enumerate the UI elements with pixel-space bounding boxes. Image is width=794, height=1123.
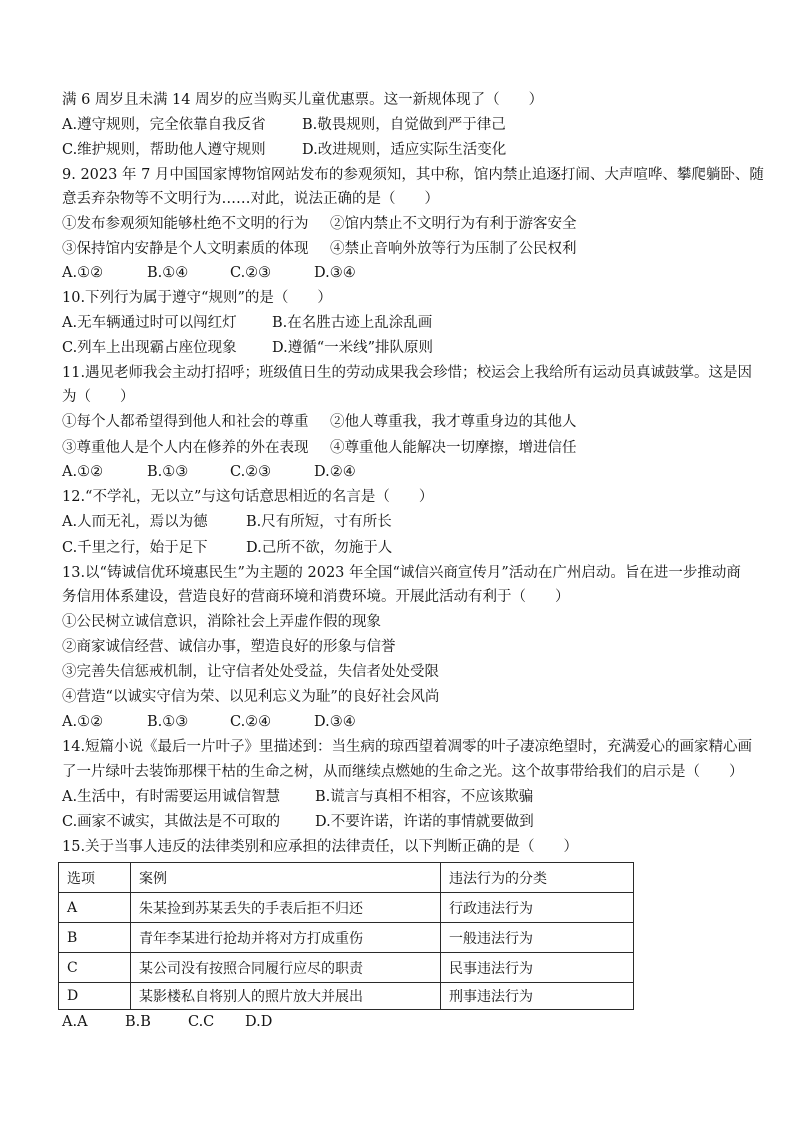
q15-choice-d: D.D <box>245 1014 273 1030</box>
table-row <box>59 983 634 1010</box>
table-cell-case: 某公司没有按照合同履行应尽的职责 <box>131 953 441 983</box>
q14-option-c: C.画家不诚实，其做法是不可取的 <box>62 814 281 830</box>
q13-choice-a: A.①② <box>62 714 104 730</box>
q15-choice-a: A.A <box>62 1014 88 1030</box>
q15-stem: 15.关于当事人违反的法律类别和应承担的法律责任，以下判断正确的是（ ） <box>62 839 579 855</box>
table-row <box>59 953 634 983</box>
q10-option-c: C.列车上出现霸占座位现象 <box>62 340 237 356</box>
q10-option-a: A.无车辆通过时可以闯红灯 <box>62 315 237 331</box>
q9-statement-2: ②馆内禁止不文明行为有利于游客安全 <box>330 216 577 232</box>
q9-choice-c: C.②③ <box>230 265 272 281</box>
q12-option-c: C.千里之行，始于足下 <box>62 540 208 556</box>
q13-stem-line-2: 务信用体系建设，营造良好的营商环境和消费环境。开展此活动有利于（ ） <box>62 589 570 605</box>
table-cell-case: 某影楼私自将别人的照片放大并展出 <box>131 983 441 1010</box>
q11-choice-c: C.②③ <box>230 464 272 480</box>
table-cell-option: C <box>59 953 131 983</box>
q12-stem: 12.“不学礼，无以立”与这句话意思相近的名言是（ ） <box>62 489 434 505</box>
q10-stem: 10.下列行为属于遵守“规则”的是（ ） <box>62 290 332 306</box>
q13-choice-b: B.①③ <box>147 714 189 730</box>
table-cell-case: 朱某捡到苏某丢失的手表后拒不归还 <box>131 893 441 923</box>
q15-choice-b: B.B <box>125 1014 151 1030</box>
q11-choice-b: B.①③ <box>147 464 189 480</box>
q11-statements-row-1 <box>0 412 794 432</box>
table-cell-category: 一般违法行为 <box>441 923 634 953</box>
q14-options-row-1 <box>0 787 794 807</box>
q10-options-row-1 <box>0 313 794 333</box>
q11-choice-d: D.②④ <box>314 464 356 480</box>
q8-option-b: B.敬畏规则，自觉做到严于律己 <box>302 117 506 133</box>
q13-statement-4: ④营造“以诚实守信为荣、以见利忘义为耻”的良好社会风尚 <box>62 689 440 705</box>
table-cell-option: D <box>59 983 131 1010</box>
table-cell-category: 刑事违法行为 <box>441 983 634 1010</box>
q11-statement-1: ①每个人都希望得到他人和社会的尊重 <box>62 414 309 430</box>
table-cell-option: A <box>59 893 131 923</box>
table-row <box>59 923 634 953</box>
q13-choice-d: D.③④ <box>314 714 356 730</box>
q13-stem-line-1: 13.以“铸诚信优环境惠民生”为主题的 2023 年全国“诚信兴商宣传月”活动在广州启动。旨在进一步推动商 <box>62 565 741 581</box>
q13-statement-3: ③完善失信惩戒机制，让守信者处处受益，失信者处处受限 <box>62 664 439 680</box>
table-cell-option: B <box>59 923 131 953</box>
q11-choice-a: A.①② <box>62 464 104 480</box>
q9-choice-b: B.①④ <box>147 265 189 281</box>
q9-stem-line-2: 意丢弃杂物等不文明行为……对此，说法正确的是（ ） <box>62 191 439 207</box>
q10-option-d: D.遵循“一米线”排队原则 <box>272 340 434 356</box>
q8-options-row-2 <box>0 140 794 160</box>
q10-options-row-2 <box>0 338 794 358</box>
q11-statement-2: ②他人尊重我，我才尊重身边的其他人 <box>330 414 577 430</box>
q13-statement-2: ②商家诚信经营、诚信办事，塑造良好的形象与信誉 <box>62 639 396 655</box>
q11-statements-row-2 <box>0 438 794 458</box>
q15-choices-row <box>0 1012 794 1032</box>
q9-choices-row <box>0 263 794 283</box>
table-cell-case: 青年李某进行抢劫并将对方打成重伤 <box>131 923 441 953</box>
q9-statement-1: ①发布参观须知能够杜绝不文明的行为 <box>62 216 309 232</box>
q15-law-table <box>58 862 634 1010</box>
q9-choice-d: D.③④ <box>314 265 356 281</box>
table-cell-category: 民事违法行为 <box>441 953 634 983</box>
q13-choices-row <box>0 712 794 732</box>
q12-options-row-1 <box>0 512 794 532</box>
q15-choice-c: C.C <box>188 1014 215 1030</box>
q13-choice-c: C.②④ <box>230 714 272 730</box>
q11-statement-3: ③尊重他人是个人内在修养的外在表现 <box>62 440 309 456</box>
q8-option-c: C.维护规则，帮助他人遵守规则 <box>62 142 266 158</box>
q8-options-row-1 <box>0 115 794 135</box>
table-header-option: 选项 <box>59 863 131 893</box>
q9-stem-line-1: 9. 2023 年 7 月中国国家博物馆网站发布的参观须知，其中称，馆内禁止追逐打闹、大声喧哗、攀爬躺卧、随 <box>62 167 764 183</box>
table-cell-category: 行政违法行为 <box>441 893 634 923</box>
q11-choices-row <box>0 462 794 482</box>
q14-stem-line-2: 了一片绿叶去装饰那棵干枯的生命之树，从而继续点燃她的生命之光。这个故事带给我们的启示是（ ） <box>62 764 744 780</box>
q8-stem-tail: 满 6 周岁且未满 14 周岁的应当购买儿童优惠票。这一新规体现了（ ） <box>62 92 544 108</box>
q11-statement-4: ④尊重他人能解决一切摩擦，增进信任 <box>330 440 577 456</box>
q14-option-a: A.生活中，有时需要运用诚信智慧 <box>62 789 281 805</box>
q9-statement-3: ③保持馆内安静是个人文明素质的体现 <box>62 241 309 257</box>
q8-option-a: A.遵守规则，完全依靠自我反省 <box>62 117 266 133</box>
q9-statements-row-2 <box>0 239 794 259</box>
table-header-row <box>59 863 634 893</box>
q12-options-row-2 <box>0 538 794 558</box>
q9-statement-4: ④禁止音响外放等行为压制了公民权利 <box>330 241 577 257</box>
q12-option-a: A.人而无礼，焉以为德 <box>62 514 208 530</box>
q14-option-d: D.不要许诺，许诺的事情就要做到 <box>315 814 534 830</box>
q14-option-b: B.谎言与真相不相容，不应该欺骗 <box>315 789 534 805</box>
q11-stem-line-1: 11.遇见老师我会主动打招呼；班级值日生的劳动成果我会珍惜；校运会上我给所有运动员真诚鼓掌。这是因 <box>62 365 753 381</box>
q13-statement-1: ①公民树立诚信意识，消除社会上弄虚作假的现象 <box>62 614 381 630</box>
q12-option-d: D.己所不欲，勿施于人 <box>246 540 393 556</box>
q12-option-b: B.尺有所短，寸有所长 <box>246 514 392 530</box>
q14-options-row-2 <box>0 812 794 832</box>
table-row <box>59 893 634 923</box>
table-header-case: 案例 <box>131 863 441 893</box>
q8-option-d: D.改进规则，适应实际生活变化 <box>302 142 507 158</box>
q9-statements-row-1 <box>0 214 794 234</box>
q9-choice-a: A.①② <box>62 265 104 281</box>
q10-option-b: B.在名胜古迹上乱涂乱画 <box>272 315 433 331</box>
q14-stem-line-1: 14.短篇小说《最后一片叶子》里描述到：当生病的琼西望着凋零的叶子凄凉绝望时，充满爱心的画家精心画 <box>62 739 753 755</box>
table-header-category: 违法行为的分类 <box>441 863 634 893</box>
q11-stem-line-2: 为（ ） <box>62 389 135 405</box>
